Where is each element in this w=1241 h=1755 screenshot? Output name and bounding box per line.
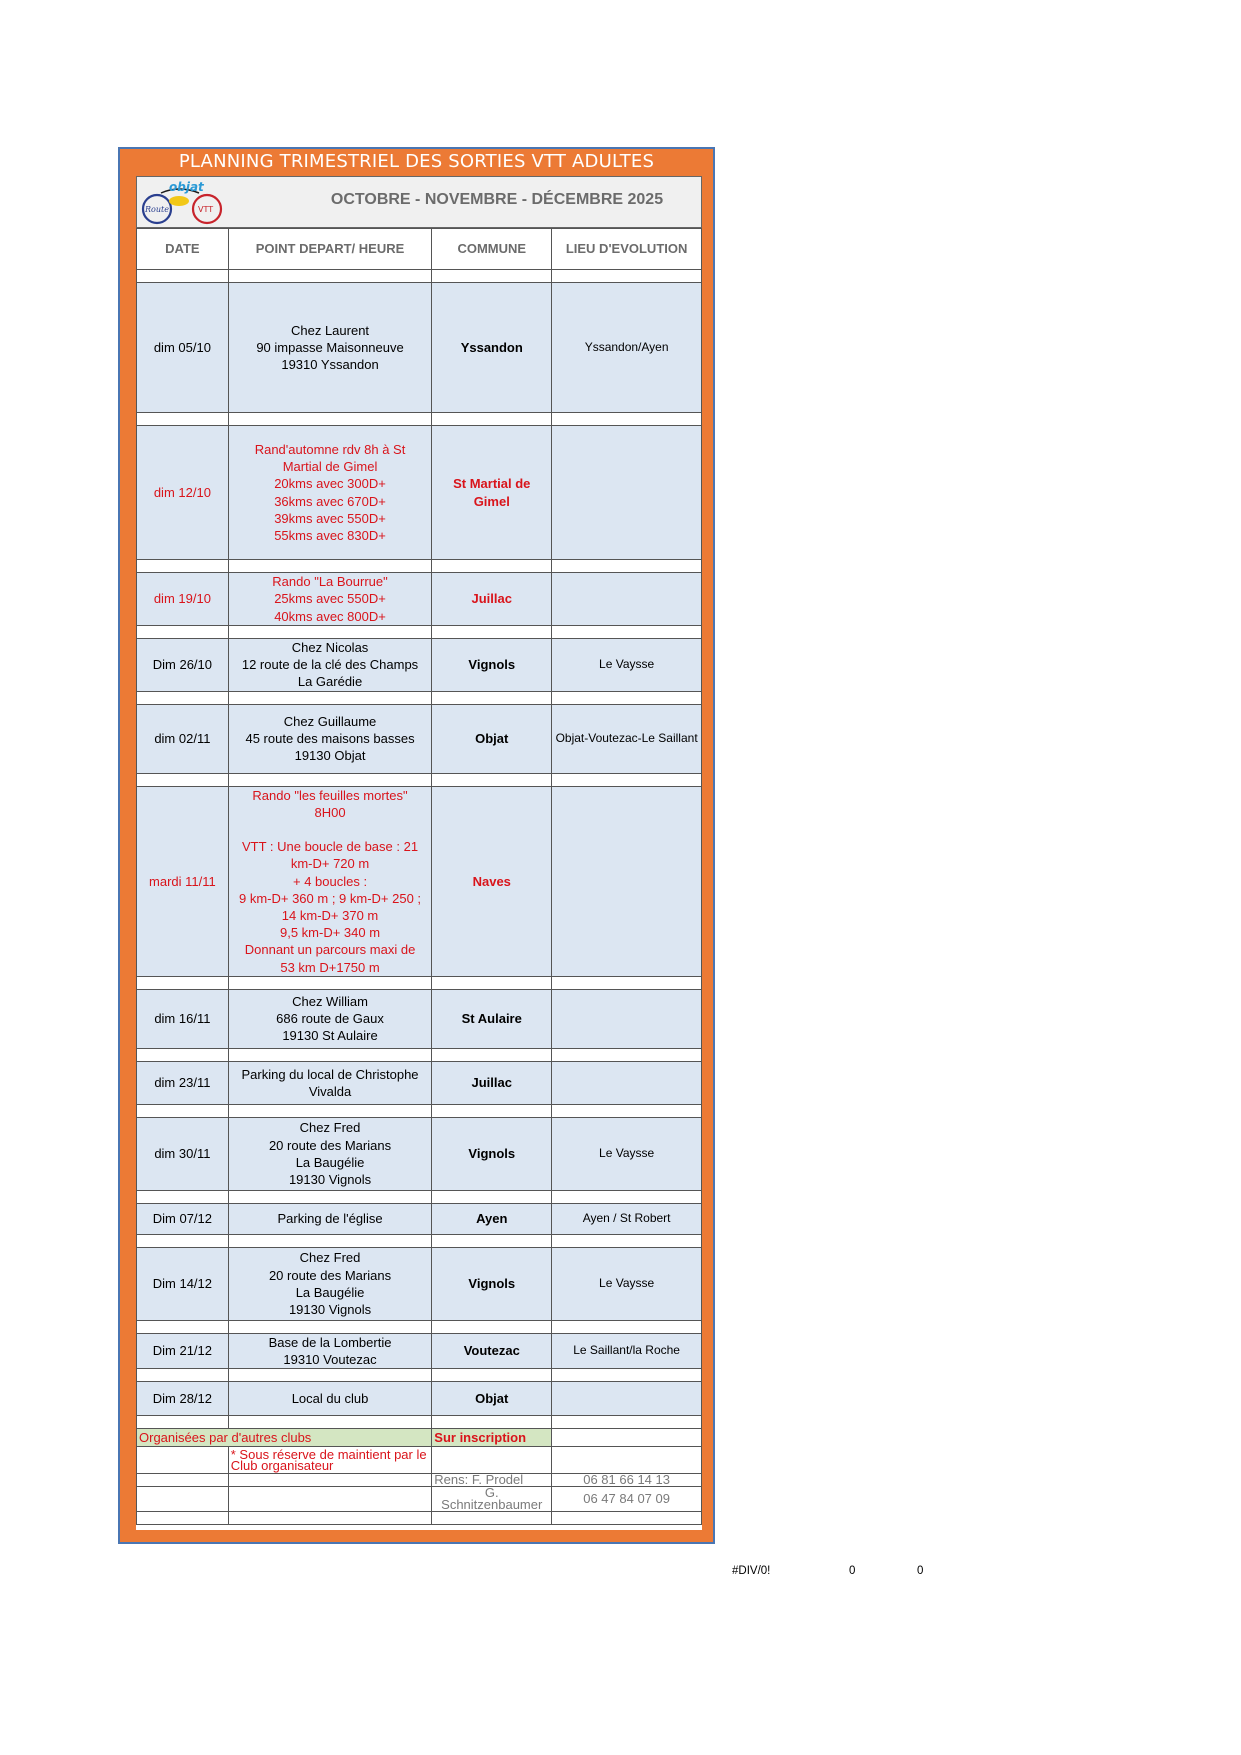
- spacer-row: [137, 270, 702, 283]
- footer-empty: [137, 1474, 229, 1487]
- header-lieu: LIEU D'EVOLUTION: [552, 229, 702, 270]
- lieu-cell: Le Vaysse: [552, 639, 702, 692]
- spacer-cell: [228, 691, 432, 704]
- footer-row: [137, 1474, 702, 1487]
- spacer-cell: [552, 1369, 702, 1382]
- spacer-cell: [228, 413, 432, 426]
- spacer-cell: [228, 773, 432, 786]
- footer-empty: [228, 1512, 432, 1525]
- spacer-cell: [228, 1190, 432, 1203]
- date-cell: dim 12/10: [137, 426, 229, 560]
- commune-cell: Voutezac: [432, 1333, 552, 1368]
- point-cell: [228, 989, 432, 1048]
- point-line: 8H00: [314, 804, 346, 820]
- outing-row: [137, 1061, 702, 1104]
- date-cell: dim 05/10: [137, 283, 229, 413]
- spacer-cell: [432, 976, 552, 989]
- spacer-cell: [552, 1416, 702, 1429]
- point-line: Parking du local de Christophe: [241, 1066, 419, 1082]
- lieu-cell: [552, 989, 702, 1048]
- spacer-cell: [137, 626, 229, 639]
- spacer-cell: [137, 270, 229, 283]
- point-cell: [228, 1333, 432, 1368]
- commune-cell: Vignols: [432, 1247, 552, 1320]
- lieu-cell: Le Saillant/la Roche: [552, 1333, 702, 1368]
- date-cell: dim 19/10: [137, 573, 229, 626]
- point-line: 19130 Objat: [294, 748, 366, 764]
- point-line: Local du club: [291, 1391, 369, 1407]
- lieu-cell: [552, 573, 702, 626]
- club-logo: [139, 179, 227, 225]
- point-line: 20 route des Marians: [268, 1267, 392, 1283]
- spacer-cell: [228, 1104, 432, 1117]
- spacer-cell: [432, 773, 552, 786]
- commune-cell: Vignols: [432, 639, 552, 692]
- spacer-row: [137, 1416, 702, 1429]
- footer-row: [137, 1487, 702, 1512]
- footer-empty: [228, 1487, 432, 1512]
- footer-empty: [552, 1512, 702, 1525]
- point-line: 39kms avec 550D+: [274, 510, 386, 526]
- outing-row: [137, 1117, 702, 1190]
- spacer-cell: [228, 1234, 432, 1247]
- footer-row: [137, 1447, 702, 1474]
- point-line: La Baugélie: [295, 1284, 365, 1300]
- spacer-cell: [552, 560, 702, 573]
- point-line: Base de la Lombertie: [268, 1334, 392, 1350]
- point-line: 19130 Vignols: [288, 1172, 372, 1188]
- spacer-cell: [432, 1369, 552, 1382]
- header-date: DATE: [137, 229, 229, 270]
- lieu-cell: Yssandon/Ayen: [552, 283, 702, 413]
- contact2-name: G. Schnitzenbaumer: [432, 1487, 552, 1512]
- inscription-label: Sur inscription: [432, 1429, 552, 1447]
- spacer-cell: [552, 1234, 702, 1247]
- date-cell: Dim 07/12: [137, 1203, 229, 1234]
- point-line: Chez Fred: [299, 1250, 361, 1266]
- lieu-cell: [552, 1061, 702, 1104]
- spacer-cell: [137, 1048, 229, 1061]
- outing-row: [137, 283, 702, 413]
- spacer-cell: [137, 1104, 229, 1117]
- spacer-cell: [552, 1048, 702, 1061]
- spacer-row: [137, 1104, 702, 1117]
- point-line: 19130 St Aulaire: [282, 1028, 378, 1044]
- spacer-cell: [137, 413, 229, 426]
- spacer-cell: [228, 270, 432, 283]
- spacer-row: [137, 773, 702, 786]
- point-line: 25kms avec 550D+: [274, 591, 386, 607]
- footer-empty: [228, 1474, 432, 1487]
- spacer-cell: [228, 626, 432, 639]
- date-cell: Dim 28/12: [137, 1382, 229, 1416]
- date-cell: Dim 14/12: [137, 1247, 229, 1320]
- lieu-cell: Le Vaysse: [552, 1247, 702, 1320]
- point-line: 686 route de Gaux: [276, 1011, 384, 1027]
- spacer-row: [137, 626, 702, 639]
- spacer-cell: [137, 560, 229, 573]
- point-line: Vivalda: [308, 1083, 352, 1099]
- point-cell: [228, 1117, 432, 1190]
- spacer-cell: [552, 1320, 702, 1333]
- point-line: 55kms avec 830D+: [274, 527, 386, 543]
- point-line: 19310 Voutezac: [283, 1352, 377, 1368]
- lieu-cell: [552, 1382, 702, 1416]
- spacer-cell: [228, 1369, 432, 1382]
- spacer-cell: [137, 1320, 229, 1333]
- point-cell: [228, 1203, 432, 1234]
- point-line: Parking de l'église: [277, 1211, 383, 1227]
- commune-cell: Objat: [432, 704, 552, 773]
- footer-empty: [137, 1447, 229, 1474]
- point-line: 20kms avec 300D+: [274, 476, 386, 492]
- sheet-title: PLANNING TRIMESTRIEL DES SORTIES VTT ADULTES: [178, 151, 655, 172]
- header-commune: COMMUNE: [432, 229, 552, 270]
- spacer-cell: [137, 773, 229, 786]
- spacer-cell: [137, 1190, 229, 1203]
- spacer-row: [137, 1320, 702, 1333]
- point-line: Rando "les feuilles mortes": [252, 787, 408, 803]
- spacer-row: [137, 1369, 702, 1382]
- date-cell: dim 23/11: [137, 1061, 229, 1104]
- point-line: Martial de Gimel: [282, 459, 378, 475]
- commune-cell: Naves: [432, 786, 552, 976]
- outing-row: [137, 786, 702, 976]
- point-cell: [228, 283, 432, 413]
- date-cell: Dim 21/12: [137, 1333, 229, 1368]
- point-cell: [228, 1061, 432, 1104]
- outing-row: [137, 1382, 702, 1416]
- point-line: Donnant un parcours maxi de: [244, 942, 416, 958]
- spacer-cell: [432, 691, 552, 704]
- lieu-cell: [552, 786, 702, 976]
- outing-row: [137, 639, 702, 692]
- lieu-cell: [552, 426, 702, 560]
- period-subtitle: OCTOBRE - NOVEMBRE - DÉCEMBRE 2025: [330, 191, 664, 208]
- point-line: Chez Laurent: [290, 322, 370, 338]
- spacer-cell: [552, 413, 702, 426]
- point-line: + 4 boucles :: [292, 873, 368, 889]
- point-line: 53 km D+1750 m: [280, 959, 380, 975]
- point-line: 12 route de la clé des Champs: [241, 657, 419, 673]
- date-cell: mardi 11/11: [137, 786, 229, 976]
- spacer-cell: [432, 1234, 552, 1247]
- outing-row: [137, 1333, 702, 1368]
- date-cell: dim 02/11: [137, 704, 229, 773]
- footer-empty: [432, 1447, 552, 1474]
- point-cell: [228, 1382, 432, 1416]
- point-cell: [228, 704, 432, 773]
- point-line: 45 route des maisons basses: [245, 731, 415, 746]
- date-cell: dim 16/11: [137, 989, 229, 1048]
- spacer-cell: [137, 1234, 229, 1247]
- outing-row: [137, 989, 702, 1048]
- point-line: Rand'automne rdv 8h à St: [254, 441, 406, 457]
- spacer-cell: [137, 976, 229, 989]
- footer-empty: [432, 1512, 552, 1525]
- outings-table: [136, 228, 702, 1525]
- commune-cell: Objat: [432, 1382, 552, 1416]
- spacer-row: [137, 413, 702, 426]
- outing-row: [137, 426, 702, 560]
- commune-cell: Vignols: [432, 1117, 552, 1190]
- footer-row: [137, 1512, 702, 1525]
- point-cell: [228, 639, 432, 692]
- point-line: Chez Nicolas: [291, 640, 369, 655]
- footer-empty: [137, 1512, 229, 1525]
- contact1-phone: 06 81 66 14 13: [552, 1474, 702, 1487]
- point-line: 14 km-D+ 370 m: [281, 908, 379, 924]
- outing-row: [137, 704, 702, 773]
- spacer-cell: [432, 1416, 552, 1429]
- date-cell: dim 30/11: [137, 1117, 229, 1190]
- footer-empty: [552, 1447, 702, 1474]
- footer-empty: [137, 1487, 229, 1512]
- spacer-cell: [137, 1369, 229, 1382]
- spacer-cell: [228, 1320, 432, 1333]
- point-line: La Garédie: [297, 674, 363, 690]
- commune-cell: St Aulaire: [432, 989, 552, 1048]
- header-band: [136, 176, 702, 228]
- point-line: 40kms avec 800D+: [274, 608, 386, 624]
- spacer-cell: [552, 773, 702, 786]
- spacer-cell: [432, 1048, 552, 1061]
- stray-zero-2: 0: [917, 1565, 924, 1577]
- commune-cell: Yssandon: [432, 283, 552, 413]
- spacer-cell: [432, 1104, 552, 1117]
- point-line: Chez Guillaume: [283, 713, 377, 729]
- spacer-cell: [552, 270, 702, 283]
- logo-text-top: objat: [169, 180, 204, 194]
- spacer-cell: [552, 976, 702, 989]
- outing-row: [137, 1247, 702, 1320]
- spacer-cell: [552, 626, 702, 639]
- table-header: [137, 229, 702, 270]
- spacer-row: [137, 1048, 702, 1061]
- lieu-cell: Ayen / St Robert: [552, 1203, 702, 1234]
- commune-cell: Ayen: [432, 1203, 552, 1234]
- date-cell: Dim 26/10: [137, 639, 229, 692]
- point-line: [231, 821, 430, 838]
- header-point: POINT DEPART/ HEURE: [228, 229, 432, 270]
- logo-text-right: VTT: [198, 205, 214, 214]
- point-line: Rando "La Bourrue": [272, 574, 388, 590]
- point-line: 20 route des Marians: [268, 1137, 392, 1153]
- spacer-cell: [228, 1416, 432, 1429]
- spacer-cell: [432, 626, 552, 639]
- point-line: VTT : Une boucle de base : 21: [241, 839, 419, 855]
- point-line: 19310 Yssandon: [281, 357, 379, 373]
- point-cell: [228, 1247, 432, 1320]
- commune-cell: St Martial de Gimel: [432, 426, 552, 560]
- spacer-cell: [137, 1416, 229, 1429]
- spacer-row: [137, 976, 702, 989]
- commune-cell: Juillac: [432, 573, 552, 626]
- point-line: 9 km-D+ 360 m ; 9 km-D+ 250 ;: [238, 890, 422, 906]
- spacer-row: [137, 560, 702, 573]
- lieu-cell: Objat-Voutezac-Le Saillant: [552, 704, 702, 773]
- spacer-cell: [552, 1190, 702, 1203]
- spacer-cell: [552, 1104, 702, 1117]
- spacer-row: [137, 691, 702, 704]
- point-cell: [228, 573, 432, 626]
- spacer-cell: [432, 1320, 552, 1333]
- spacer-cell: [432, 1190, 552, 1203]
- footer-empty: [552, 1429, 702, 1447]
- point-cell: [228, 786, 432, 976]
- lieu-cell: Le Vaysse: [552, 1117, 702, 1190]
- stray-div-error: #DIV/0!: [732, 1565, 771, 1577]
- spacer-cell: [137, 691, 229, 704]
- sheet-inner: [136, 176, 702, 1530]
- point-line: 19130 Vignols: [288, 1302, 372, 1318]
- reserve-note: * Sous réserve de maintient par le Club organisateur: [228, 1447, 432, 1474]
- spacer-cell: [432, 560, 552, 573]
- spacer-cell: [432, 270, 552, 283]
- spacer-cell: [552, 691, 702, 704]
- spacer-cell: [432, 413, 552, 426]
- spacer-cell: [228, 560, 432, 573]
- point-line: km-D+ 720 m: [290, 856, 370, 872]
- contact2-phone: 06 47 84 07 09: [552, 1487, 702, 1512]
- point-line: 36kms avec 670D+: [274, 493, 386, 509]
- spacer-cell: [228, 976, 432, 989]
- other-clubs-label: Organisées par d'autres clubs: [137, 1429, 432, 1447]
- point-cell: [228, 426, 432, 560]
- contact1-name: Rens: F. Prodel: [432, 1474, 552, 1487]
- footer-row: [137, 1429, 702, 1447]
- point-line: 90 impasse Maisonneuve: [256, 339, 404, 355]
- point-line: Chez Fred: [299, 1120, 361, 1136]
- stray-zero-1: 0: [849, 1565, 856, 1577]
- logo-text-left: Route: [145, 205, 169, 214]
- point-line: Chez William: [292, 994, 368, 1010]
- spacer-row: [137, 1190, 702, 1203]
- point-line: 9,5 km-D+ 340 m: [279, 925, 381, 941]
- point-line: La Baugélie: [295, 1154, 365, 1170]
- commune-cell: Juillac: [432, 1061, 552, 1104]
- planning-sheet: [118, 147, 715, 1544]
- spacer-row: [137, 1234, 702, 1247]
- outing-row: [137, 573, 702, 626]
- spacer-cell: [228, 1048, 432, 1061]
- outing-row: [137, 1203, 702, 1234]
